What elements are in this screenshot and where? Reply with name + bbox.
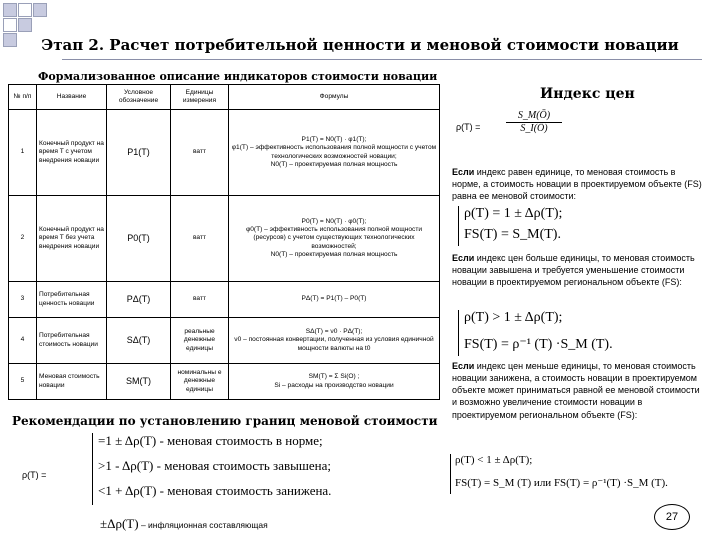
row-symbol: SM(T)	[107, 364, 171, 400]
column-header: Условное обозначение	[107, 85, 171, 110]
row-name: Конечный продукт на время T с учетом внедрения новации	[37, 110, 107, 196]
price-index-lhs: ρ(T) =	[456, 122, 481, 132]
column-header: № п/п	[9, 85, 37, 110]
row-unit: реальные денежные единицы	[171, 318, 229, 364]
row-unit: ватт	[171, 196, 229, 282]
rho-lhs: ρ(T) =	[22, 470, 47, 480]
row-formula	[229, 282, 440, 318]
row-symbol: PΔ(T)	[107, 282, 171, 318]
paragraph-greater	[452, 252, 704, 288]
row-unit: ватт	[171, 110, 229, 196]
inflation-note	[100, 513, 268, 532]
if-keyword: Если	[452, 167, 475, 177]
formula-line: ρ(T) < 1 ± Δρ(T);	[455, 454, 533, 466]
row-unit: номинальны е денежные единицы	[171, 364, 229, 400]
row-formula	[229, 110, 440, 196]
page-title: Этап 2. Расчет потребительной ценности и меновой стоимости новации	[41, 36, 679, 54]
inflation-symbol: ±Δρ(T)	[100, 516, 139, 531]
row-number: 2	[9, 196, 37, 282]
formula-line: φ1(T) – эффективность использования полной мощности с учетом технологических возможностей новации;	[231, 144, 437, 160]
table-row	[9, 110, 440, 196]
formula-line: FS(T) = S_M (T) или FS(T) = ρ⁻¹(T) ·S_M (T).	[455, 477, 668, 489]
row-unit: ватт	[171, 282, 229, 318]
cases-brace	[92, 433, 93, 505]
formula-line: P1(T) = N0(T) · φ1(T);	[301, 136, 367, 144]
column-header: Название	[37, 85, 107, 110]
formula-line: Si – расходы на производство новации	[274, 381, 394, 389]
decor-square	[18, 18, 32, 32]
formula-line: ρ(T) > 1 ± Δρ(T);	[464, 310, 563, 325]
decor-square	[3, 3, 17, 17]
row-number: 4	[9, 318, 37, 364]
fraction-denominator: S_I(Ō)	[520, 123, 548, 134]
row-symbol: SΔ(T)	[107, 318, 171, 364]
price-index-heading: Индекс цен	[540, 86, 635, 102]
paragraph-text: индекс цен больше единицы, то меновая стоимость новации завышена и требуется уменьшение стоимости новации в проектируемом региональном объекте (FS):	[452, 253, 695, 288]
page-number: 27	[654, 504, 690, 530]
row-name: Потребительная стоимость новации	[37, 318, 107, 364]
case-line: <1 + Δρ(T) - меновая стоимость занижена.	[98, 483, 332, 498]
row-name: Меновая стоимость новации	[37, 364, 107, 400]
row-number: 5	[9, 364, 37, 400]
system-brace	[458, 206, 459, 246]
column-header: Формулы	[229, 85, 440, 110]
row-number: 3	[9, 282, 37, 318]
system-brace	[458, 310, 459, 356]
formula-line: P0(T) = N0(T) · φ0(T);	[301, 217, 367, 225]
table-row	[9, 196, 440, 282]
formula-line: N0(T) – проектируемая полная мощность	[270, 250, 398, 258]
paragraph-text: индекс цен меньше единицы, то меновая стоимость новации занижена, а стоимость новации в проектируемом объекте может приниматься равной ее меновой стоимости и возможно увеличение стоимости новации в проектируемом региональном объекте (FS):	[452, 361, 700, 420]
row-formula	[229, 364, 440, 400]
row-name: Потребительная ценность новации	[37, 282, 107, 318]
formula-line: FS(T) = ρ⁻¹ (T) ·S_M (T).	[464, 337, 613, 352]
table-header-row	[9, 85, 440, 110]
table-row	[9, 318, 440, 364]
formula-line: φ0(T) – эффективность использования полной мощности (ресурсов) с учетом существующих технологических возможностей;	[245, 226, 423, 250]
if-keyword: Если	[452, 361, 475, 371]
formula-line: PΔ(T) = P1(T) – P0(T)	[301, 295, 367, 303]
paragraph-text: индекс равен единице, то меновая стоимость в норме, а стоимость новации в проектируемом объекте (FS) равна ее меновой стоимости:	[452, 167, 702, 202]
row-number: 1	[9, 110, 37, 196]
formula-line: N0(T) – проектируемая полная мощность	[270, 160, 398, 168]
decor-square	[18, 3, 32, 17]
table-subtitle: Формализованное описание индикаторов стоимости новации	[38, 70, 438, 83]
paragraph-less	[452, 360, 704, 421]
formula-line: SΔ(T) = ν0 · PΔ(T);	[305, 328, 363, 336]
row-symbol: P0(T)	[107, 196, 171, 282]
formula-line: ρ(T) = 1 ± Δρ(T);	[464, 206, 563, 221]
paragraph-equal	[452, 166, 704, 202]
case-line: >1 - Δρ(T) - меновая стоимость завышена;	[98, 458, 331, 473]
case-line: =1 ± Δρ(T) - меновая стоимость в норме;	[98, 433, 323, 448]
formula-line: FS(T) = S_M(T).	[464, 227, 561, 242]
column-header: Единицы измерения	[171, 85, 229, 110]
title-divider	[62, 59, 702, 60]
system-brace	[450, 454, 451, 494]
price-index-fraction	[506, 110, 562, 134]
decor-square	[3, 18, 17, 32]
row-formula	[229, 196, 440, 282]
table-row	[9, 282, 440, 318]
formula-line: SM(T) = Σ Si(O) ;	[308, 373, 360, 381]
recommendations-heading: Рекомендации по установлению границ меновой стоимости	[12, 414, 438, 428]
if-keyword: Если	[452, 253, 475, 263]
table-row	[9, 364, 440, 400]
inflation-text: – инфляционная составляющая	[138, 520, 268, 530]
row-formula	[229, 318, 440, 364]
row-name: Конечный продукт на время T без учета внедрения новации	[37, 196, 107, 282]
decor-square	[33, 3, 47, 17]
formula-line: ν0 – постоянная конвертации, полученная из условия единичной мощности валюты на t0	[234, 336, 434, 352]
indicators-table	[8, 84, 440, 400]
fraction-numerator: S_M(Ō)	[506, 110, 562, 123]
row-symbol: P1(T)	[107, 110, 171, 196]
